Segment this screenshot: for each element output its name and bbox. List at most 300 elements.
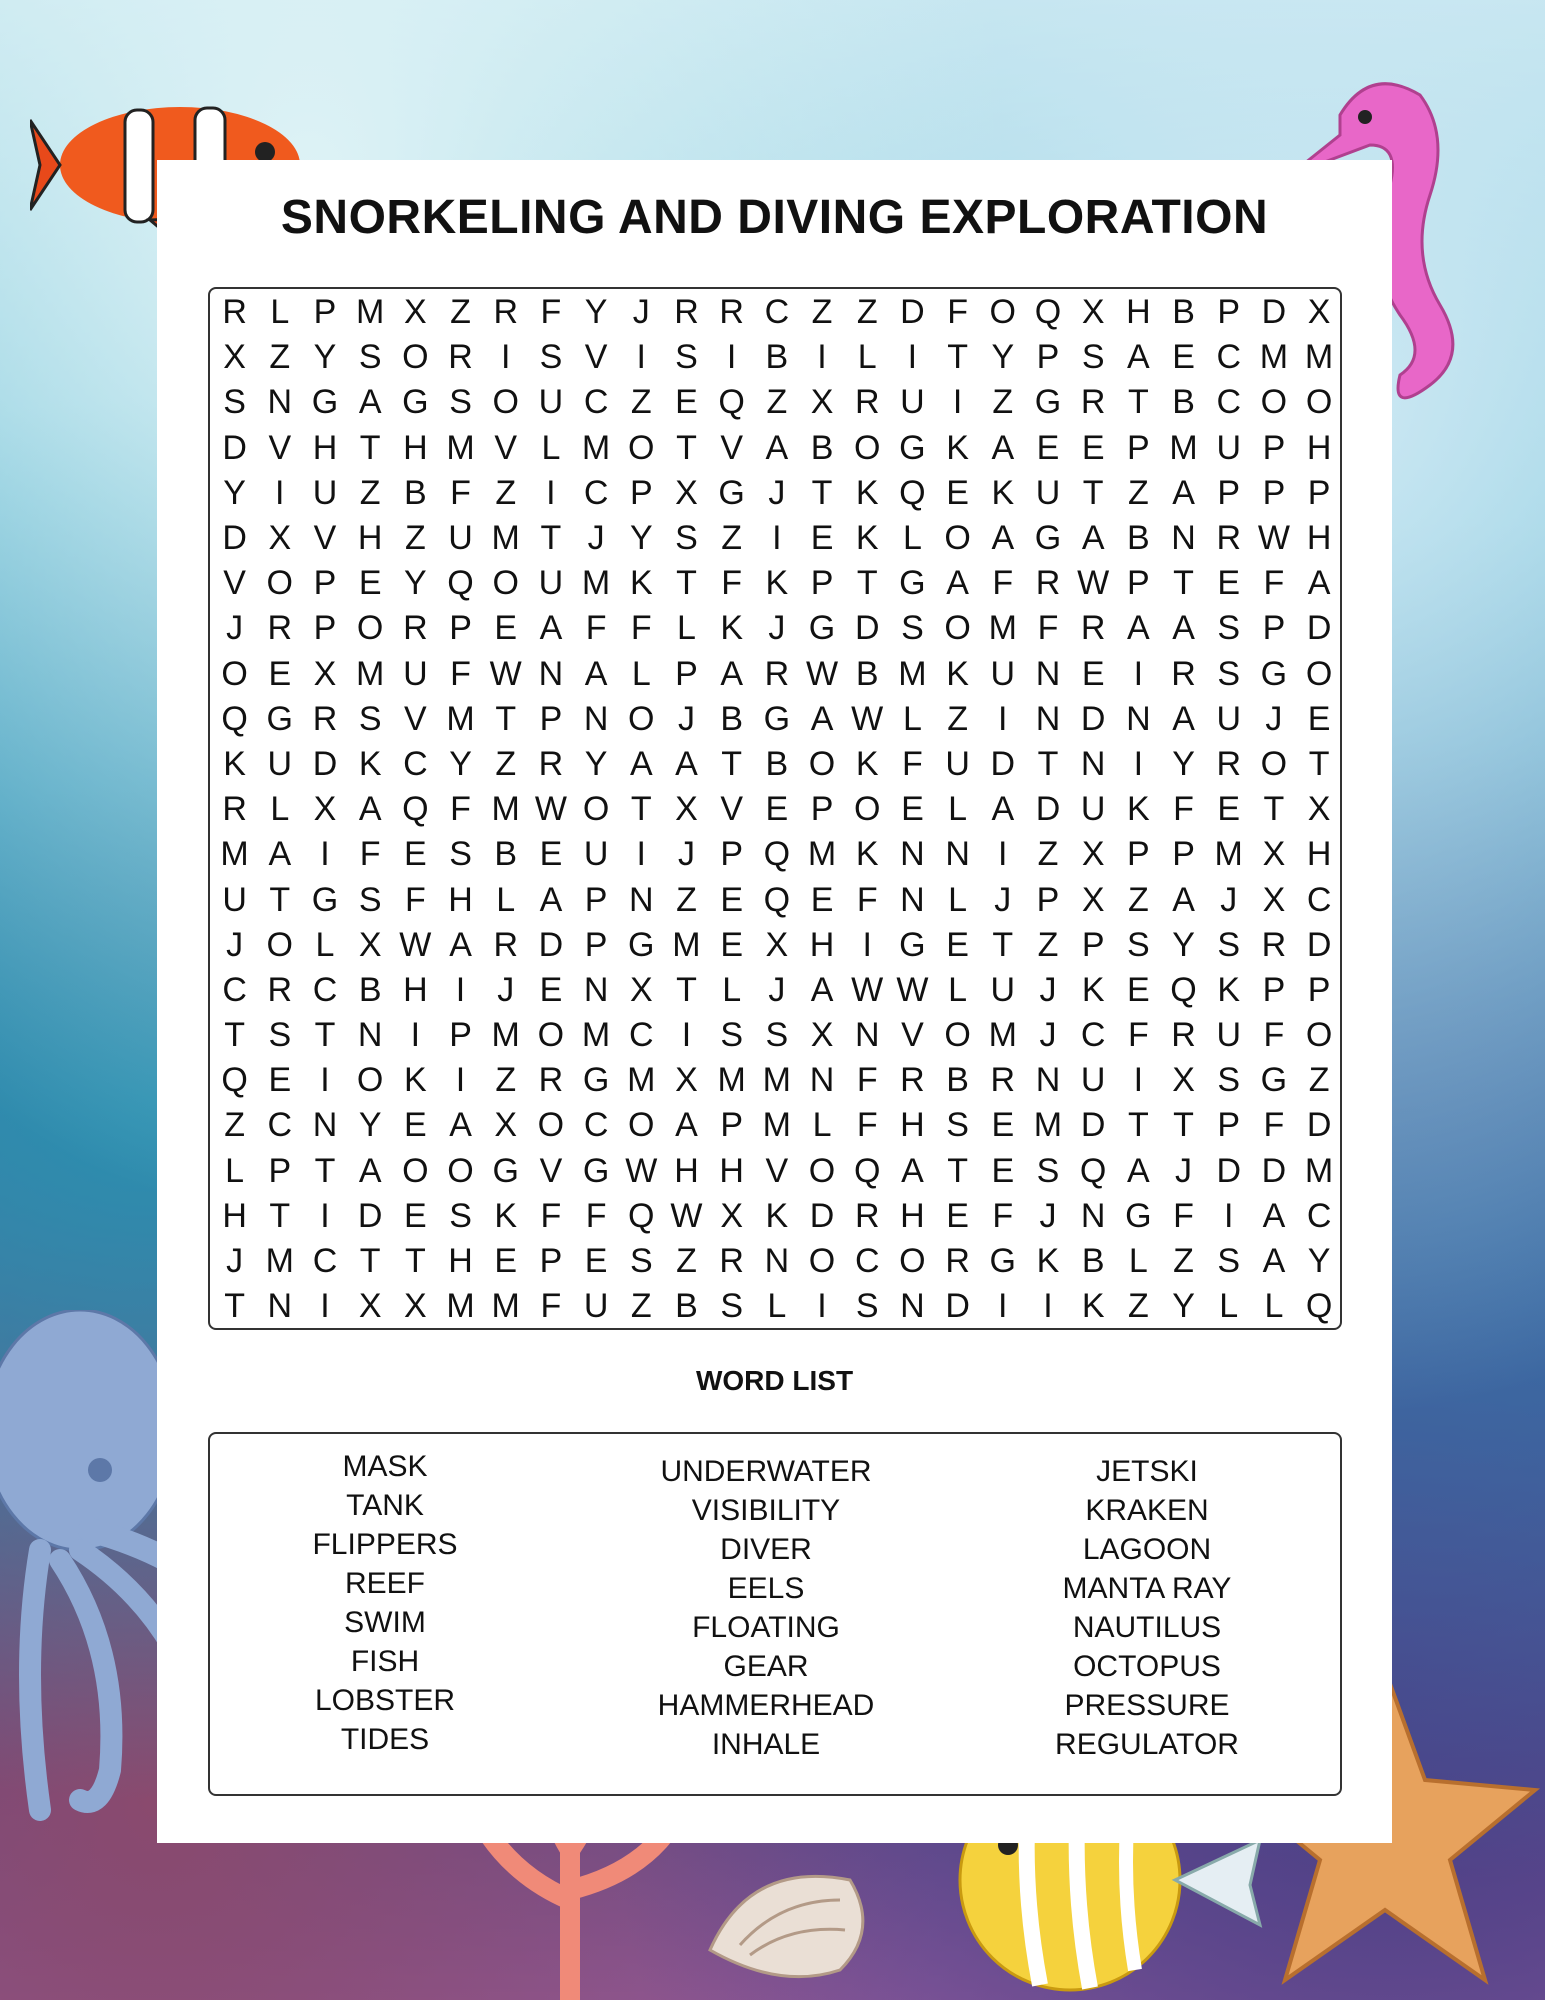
grid-letter: O bbox=[989, 293, 1016, 332]
grid-letter: T bbox=[224, 1016, 245, 1055]
grid-letter: N bbox=[1126, 699, 1151, 738]
grid-letter: Z bbox=[1127, 1287, 1149, 1326]
grid-letter: P bbox=[1081, 925, 1105, 964]
grid-letter: V bbox=[584, 338, 608, 377]
grid-letter: K bbox=[1127, 790, 1150, 829]
grid-letter: K bbox=[765, 564, 789, 603]
grid-letter: E bbox=[991, 1151, 1015, 1190]
grid-letter: Z bbox=[224, 1106, 245, 1145]
grid-letter: R bbox=[267, 970, 293, 1009]
grid-letter: J bbox=[768, 970, 786, 1009]
grid-letter: Q bbox=[221, 699, 248, 738]
grid-letter: Z bbox=[495, 1061, 517, 1100]
grid-letter: K bbox=[855, 744, 879, 783]
grid-letter: D bbox=[900, 293, 925, 332]
grid-letter: J bbox=[768, 473, 786, 512]
grid-letter: K bbox=[358, 744, 382, 783]
grid-letter: S bbox=[1217, 609, 1241, 648]
grid-letter: D bbox=[1080, 1106, 1106, 1145]
grid-letter: V bbox=[268, 428, 292, 467]
grid-letter: L bbox=[270, 790, 290, 829]
grid-letter: M bbox=[672, 925, 701, 964]
grid-letter: J bbox=[587, 519, 605, 558]
grid-letter: G bbox=[1125, 1196, 1152, 1235]
grid-letter: T bbox=[404, 1242, 426, 1281]
grid-letter: Q bbox=[1034, 293, 1062, 332]
word-list-item: LOBSTER bbox=[314, 1684, 456, 1717]
grid-letter: U bbox=[222, 880, 247, 919]
grid-letter: Y bbox=[991, 338, 1015, 377]
grid-letter: A bbox=[1307, 564, 1331, 603]
word-list-item: TANK bbox=[346, 1489, 424, 1522]
grid-letter: B bbox=[1172, 293, 1195, 332]
word-list-item: MANTA RAY bbox=[1062, 1572, 1232, 1605]
grid-letter: D bbox=[1261, 293, 1287, 332]
grid-letter: E bbox=[1127, 970, 1150, 1009]
grid-letter: T bbox=[856, 564, 878, 603]
grid-letter: A bbox=[765, 428, 789, 467]
grid-letter: F bbox=[540, 1196, 562, 1235]
grid-letter: L bbox=[767, 1287, 787, 1326]
grid-letter: A bbox=[675, 1106, 698, 1145]
grid-letter: T bbox=[495, 699, 517, 738]
grid-letter: D bbox=[945, 1287, 970, 1326]
grid-letter: K bbox=[946, 428, 969, 467]
grid-letter: I bbox=[817, 1287, 827, 1326]
grid-letter: U bbox=[990, 970, 1016, 1009]
grid-letter: L bbox=[857, 338, 877, 377]
grid-letter: Z bbox=[495, 473, 517, 512]
grid-letter: G bbox=[492, 1151, 519, 1190]
grid-letter: R bbox=[1080, 383, 1106, 422]
grid-letter: Y bbox=[1307, 1242, 1331, 1281]
grid-letter: F bbox=[902, 744, 923, 783]
grid-letter: B bbox=[720, 699, 743, 738]
grid-letter: P bbox=[1217, 1106, 1241, 1145]
grid-letter: Z bbox=[359, 473, 381, 512]
grid-letter: P bbox=[1217, 473, 1241, 512]
grid-letter: E bbox=[358, 564, 382, 603]
grid-letter: C bbox=[312, 1242, 338, 1281]
grid-letter: A bbox=[1172, 699, 1195, 738]
grid-letter: R bbox=[900, 1061, 925, 1100]
grid-letter: Y bbox=[584, 744, 608, 783]
grid-letter: O bbox=[537, 1016, 565, 1055]
grid-letter: L bbox=[812, 1106, 832, 1145]
grid-letter: S bbox=[223, 383, 246, 422]
grid-letter: R bbox=[222, 293, 247, 332]
grid-letter: C bbox=[583, 383, 609, 422]
grid-letter: C bbox=[403, 744, 428, 783]
grid-letter: M bbox=[446, 1287, 475, 1326]
grid-letter: T bbox=[1127, 383, 1149, 422]
grid-letter: Y bbox=[1172, 925, 1195, 964]
grid-letter: T bbox=[269, 880, 291, 919]
grid-letter: T bbox=[314, 1016, 336, 1055]
grid-letter: Q bbox=[221, 1061, 248, 1100]
grid-letter: T bbox=[314, 1151, 336, 1190]
grid-letter: C bbox=[583, 473, 609, 512]
grid-letter: I bbox=[636, 835, 646, 874]
grid-letter: S bbox=[358, 699, 382, 738]
grid-letter: N bbox=[809, 1061, 835, 1100]
grid-letter: Q bbox=[763, 880, 791, 919]
grid-letter: F bbox=[359, 835, 381, 874]
grid-letter: Z bbox=[630, 1287, 652, 1326]
grid-letter: D bbox=[990, 744, 1016, 783]
grid-letter: H bbox=[719, 1151, 744, 1190]
grid-letter: U bbox=[403, 654, 428, 693]
grid-letter: X bbox=[313, 654, 337, 693]
word-list-item: PRESSURE bbox=[1064, 1689, 1230, 1722]
grid-letter: R bbox=[854, 383, 880, 422]
grid-letter: F bbox=[856, 880, 878, 919]
grid-letter: X bbox=[1081, 835, 1105, 874]
grid-letter: M bbox=[1214, 835, 1243, 874]
grid-letter: F bbox=[404, 880, 426, 919]
grid-letter: O bbox=[944, 609, 971, 648]
grid-letter: B bbox=[1127, 519, 1150, 558]
word-list-item: FISH bbox=[350, 1645, 420, 1678]
grid-letter: N bbox=[1035, 699, 1061, 738]
grid-letter: K bbox=[765, 1196, 789, 1235]
grid-letter: A bbox=[1172, 473, 1195, 512]
grid-letter: I bbox=[998, 835, 1008, 874]
grid-letter: S bbox=[268, 1016, 292, 1055]
grid-letter: T bbox=[1082, 473, 1104, 512]
grid-letter: T bbox=[359, 1242, 381, 1281]
grid-letter: P bbox=[1262, 428, 1286, 467]
grid-letter: G bbox=[1034, 383, 1062, 422]
grid-letter: W bbox=[851, 699, 884, 738]
grid-letter: R bbox=[945, 1242, 970, 1281]
grid-letter: E bbox=[404, 1106, 427, 1145]
grid-letter: S bbox=[1217, 1061, 1241, 1100]
grid-letter: X bbox=[810, 1016, 834, 1055]
grid-letter: C bbox=[1306, 880, 1332, 919]
grid-letter: W bbox=[1077, 564, 1110, 603]
grid-letter: B bbox=[855, 654, 879, 693]
grid-letter: D bbox=[1306, 925, 1332, 964]
grid-letter: J bbox=[1039, 1016, 1057, 1055]
grid-letter: I bbox=[546, 473, 556, 512]
grid-letter: P bbox=[1262, 970, 1286, 1009]
grid-letter: U bbox=[538, 383, 564, 422]
grid-letter: K bbox=[1217, 970, 1241, 1009]
grid-letter: X bbox=[1081, 880, 1105, 919]
grid-letter: Y bbox=[584, 293, 608, 332]
grid-letter: E bbox=[675, 383, 698, 422]
grid-letter: O bbox=[582, 790, 610, 829]
grid-letter: Y bbox=[449, 744, 472, 783]
grid-letter: O bbox=[221, 654, 248, 693]
grid-letter: N bbox=[583, 970, 609, 1009]
grid-letter: A bbox=[539, 609, 563, 648]
grid-letter: H bbox=[674, 1151, 699, 1190]
grid-letter: P bbox=[1262, 609, 1286, 648]
grid-letter: O bbox=[944, 1016, 971, 1055]
grid-letter: K bbox=[1081, 1287, 1105, 1326]
grid-letter: K bbox=[404, 1061, 427, 1100]
grid-letter: I bbox=[998, 1287, 1008, 1326]
grid-letter: C bbox=[1306, 1196, 1332, 1235]
word-list-column-1 bbox=[205, 1447, 565, 1759]
grid-letter: P bbox=[810, 790, 834, 829]
grid-letter: J bbox=[226, 925, 244, 964]
grid-letter: Q bbox=[899, 473, 926, 512]
grid-letter: E bbox=[810, 880, 834, 919]
grid-letter: R bbox=[1171, 654, 1196, 693]
grid-letter: W bbox=[489, 654, 522, 693]
grid-letter: O bbox=[1305, 654, 1333, 693]
grid-letter: T bbox=[1263, 790, 1285, 829]
grid-letter: X bbox=[268, 519, 292, 558]
grid-letter: G bbox=[628, 925, 655, 964]
grid-letter: N bbox=[267, 383, 293, 422]
grid-letter: O bbox=[1305, 383, 1333, 422]
grid-letter: S bbox=[358, 880, 382, 919]
grid-letter: B bbox=[404, 473, 427, 512]
grid-letter: R bbox=[222, 790, 247, 829]
grid-letter: K bbox=[855, 519, 879, 558]
grid-letter: S bbox=[449, 835, 472, 874]
grid-letter: P bbox=[675, 654, 698, 693]
grid-letter: T bbox=[811, 473, 833, 512]
grid-letter: Z bbox=[1308, 1061, 1330, 1100]
grid-letter: R bbox=[493, 925, 518, 964]
grid-letter: S bbox=[358, 338, 382, 377]
grid-letter: F bbox=[585, 1196, 607, 1235]
grid-letter: T bbox=[947, 1151, 968, 1190]
grid-letter: K bbox=[991, 473, 1015, 512]
grid-letter: X bbox=[494, 1106, 518, 1145]
grid-letter: E bbox=[765, 790, 789, 829]
grid-letter: D bbox=[1306, 1106, 1332, 1145]
grid-letter: O bbox=[808, 1242, 836, 1281]
grid-letter: A bbox=[1127, 1151, 1150, 1190]
grid-letter: P bbox=[810, 564, 834, 603]
grid-letter: P bbox=[629, 473, 653, 512]
grid-letter: I bbox=[455, 970, 466, 1009]
grid-letter: G bbox=[989, 1242, 1016, 1281]
grid-letter: X bbox=[675, 473, 698, 512]
grid-letter: I bbox=[500, 338, 511, 377]
word-list-item: HAMMERHEAD bbox=[657, 1689, 875, 1722]
grid-letter: Z bbox=[721, 519, 743, 558]
grid-letter: P bbox=[1307, 473, 1331, 512]
grid-letter: X bbox=[675, 1061, 698, 1100]
grid-letter: E bbox=[404, 1196, 427, 1235]
grid-letter: P bbox=[449, 609, 472, 648]
grid-letter: G bbox=[582, 1151, 610, 1190]
grid-letter: C bbox=[222, 970, 247, 1009]
grid-letter: V bbox=[765, 1151, 789, 1190]
grid-letter: S bbox=[855, 1287, 879, 1326]
grid-letter: R bbox=[1035, 564, 1061, 603]
grid-letter: E bbox=[539, 835, 563, 874]
grid-letter: M bbox=[355, 293, 385, 332]
grid-letter: F bbox=[856, 1106, 878, 1145]
grid-letter: E bbox=[1217, 564, 1241, 603]
grid-letter: F bbox=[1263, 1106, 1285, 1145]
grid-letter: U bbox=[1035, 473, 1061, 512]
grid-letter: T bbox=[676, 564, 697, 603]
grid-letter: E bbox=[1081, 428, 1105, 467]
grid-letter: F bbox=[1263, 1016, 1285, 1055]
grid-letter: E bbox=[268, 654, 292, 693]
grid-letter: L bbox=[902, 699, 922, 738]
grid-letter: P bbox=[539, 699, 563, 738]
grid-letter: I bbox=[1133, 654, 1144, 693]
grid-letter: K bbox=[1081, 970, 1105, 1009]
grid-letter: B bbox=[494, 835, 518, 874]
grid-letter: B bbox=[946, 1061, 969, 1100]
grid-letter: G bbox=[1034, 519, 1062, 558]
grid-letter: E bbox=[1307, 699, 1331, 738]
grid-letter: F bbox=[585, 609, 607, 648]
grid-letter: F bbox=[540, 293, 562, 332]
grid-letter: A bbox=[675, 744, 698, 783]
grid-letter: M bbox=[1304, 1151, 1334, 1190]
grid-letter: T bbox=[721, 744, 743, 783]
grid-letter: S bbox=[1127, 925, 1150, 964]
grid-letter: M bbox=[446, 699, 475, 738]
grid-letter: S bbox=[720, 1016, 743, 1055]
grid-letter: J bbox=[226, 1242, 244, 1281]
grid-letter: L bbox=[270, 293, 290, 332]
grid-letter: A bbox=[268, 835, 292, 874]
grid-letter: M bbox=[1033, 1106, 1063, 1145]
grid-letter: N bbox=[764, 1242, 790, 1281]
grid-letter: Q bbox=[1079, 1151, 1107, 1190]
grid-letter: M bbox=[220, 835, 249, 874]
grid-letter: I bbox=[320, 1287, 330, 1326]
grid-letter: Z bbox=[269, 338, 291, 377]
grid-letter: N bbox=[1080, 744, 1106, 783]
grid-letter: B bbox=[810, 428, 834, 467]
grid-letter: P bbox=[1127, 428, 1150, 467]
grid-letter: J bbox=[1039, 1196, 1057, 1235]
grid-letter: V bbox=[223, 564, 246, 603]
grid-letter: C bbox=[1216, 338, 1241, 377]
grid-letter: F bbox=[450, 473, 471, 512]
grid-letter: L bbox=[631, 654, 651, 693]
grid-letter: X bbox=[720, 1196, 743, 1235]
grid-letter: F bbox=[1037, 609, 1059, 648]
grid-letter: P bbox=[313, 293, 337, 332]
grid-letter: A bbox=[810, 699, 834, 738]
grid-letter: A bbox=[810, 970, 834, 1009]
grid-letter: J bbox=[497, 970, 515, 1009]
grid-letter: S bbox=[901, 609, 924, 648]
grid-letter: Y bbox=[1172, 1287, 1195, 1326]
grid-letter: T bbox=[1037, 744, 1059, 783]
grid-letter: R bbox=[719, 293, 744, 332]
grid-letter: R bbox=[1171, 1016, 1196, 1055]
grid-letter: I bbox=[1133, 1061, 1144, 1100]
grid-letter: W bbox=[670, 1196, 703, 1235]
grid-letter: H bbox=[312, 428, 338, 467]
grid-letter: F bbox=[540, 1287, 562, 1326]
grid-letter: M bbox=[446, 428, 475, 467]
grid-letter: I bbox=[907, 338, 918, 377]
grid-letter: R bbox=[538, 1061, 564, 1100]
grid-letter: P bbox=[584, 925, 608, 964]
grid-letter: N bbox=[1035, 1061, 1061, 1100]
grid-letter: R bbox=[990, 1061, 1016, 1100]
grid-letter: Y bbox=[1172, 744, 1195, 783]
grid-letter: D bbox=[854, 609, 880, 648]
grid-letter: Q bbox=[718, 383, 745, 422]
grid-letter: Z bbox=[495, 744, 517, 783]
grid-letter: Z bbox=[630, 383, 652, 422]
grid-letter: L bbox=[315, 925, 335, 964]
grid-letter: R bbox=[854, 1196, 880, 1235]
grid-letter: O bbox=[356, 609, 384, 648]
grid-letter: M bbox=[1259, 338, 1289, 377]
grid-letter: S bbox=[449, 383, 472, 422]
grid-letter: A bbox=[720, 654, 743, 693]
grid-letter: V bbox=[539, 1151, 563, 1190]
grid-letter: X bbox=[358, 1287, 382, 1326]
grid-letter: U bbox=[267, 744, 293, 783]
grid-letter: I bbox=[998, 699, 1008, 738]
grid-letter: G bbox=[718, 473, 745, 512]
grid-letter: S bbox=[449, 1196, 472, 1235]
grid-letter: P bbox=[313, 564, 337, 603]
page-title: SNORKELING AND DIVING EXPLORATION bbox=[280, 191, 1269, 244]
grid-letter: N bbox=[1171, 519, 1196, 558]
grid-letter: Z bbox=[450, 293, 471, 332]
grid-letter: A bbox=[991, 519, 1015, 558]
grid-letter: T bbox=[947, 338, 968, 377]
grid-letter: G bbox=[582, 1061, 610, 1100]
grid-letter: C bbox=[583, 1106, 609, 1145]
grid-letter: H bbox=[403, 428, 428, 467]
grid-letter: X bbox=[810, 383, 834, 422]
grid-letter: Y bbox=[404, 564, 427, 603]
grid-letter: S bbox=[720, 1287, 743, 1326]
grid-letter: U bbox=[990, 654, 1016, 693]
grid-letter: E bbox=[1081, 654, 1105, 693]
word-list-item: NAUTILUS bbox=[1072, 1611, 1222, 1644]
grid-letter: N bbox=[267, 1287, 293, 1326]
grid-letter: O bbox=[492, 383, 519, 422]
word-list-item: INHALE bbox=[711, 1728, 821, 1761]
grid-letter: T bbox=[1173, 1106, 1194, 1145]
grid-letter: M bbox=[762, 1106, 791, 1145]
grid-letter: G bbox=[899, 925, 926, 964]
grid-letter: M bbox=[717, 1061, 746, 1100]
grid-letter: I bbox=[455, 1061, 466, 1100]
grid-letter: O bbox=[1305, 1016, 1333, 1055]
grid-letter: X bbox=[675, 790, 698, 829]
grid-letter: O bbox=[402, 338, 429, 377]
grid-letter: A bbox=[449, 1106, 472, 1145]
grid-letter: P bbox=[449, 1016, 472, 1055]
grid-letter: D bbox=[1261, 1151, 1287, 1190]
grid-letter: Y bbox=[313, 338, 337, 377]
word-list-item: TIDES bbox=[340, 1723, 430, 1756]
grid-letter: O bbox=[266, 564, 293, 603]
grid-letter: G bbox=[311, 880, 339, 919]
grid-letter: U bbox=[1080, 1061, 1106, 1100]
grid-letter: K bbox=[223, 744, 246, 783]
grid-letter: Z bbox=[992, 383, 1014, 422]
grid-letter: D bbox=[222, 519, 247, 558]
grid-letter: R bbox=[764, 654, 790, 693]
grid-letter: D bbox=[1216, 1151, 1241, 1190]
